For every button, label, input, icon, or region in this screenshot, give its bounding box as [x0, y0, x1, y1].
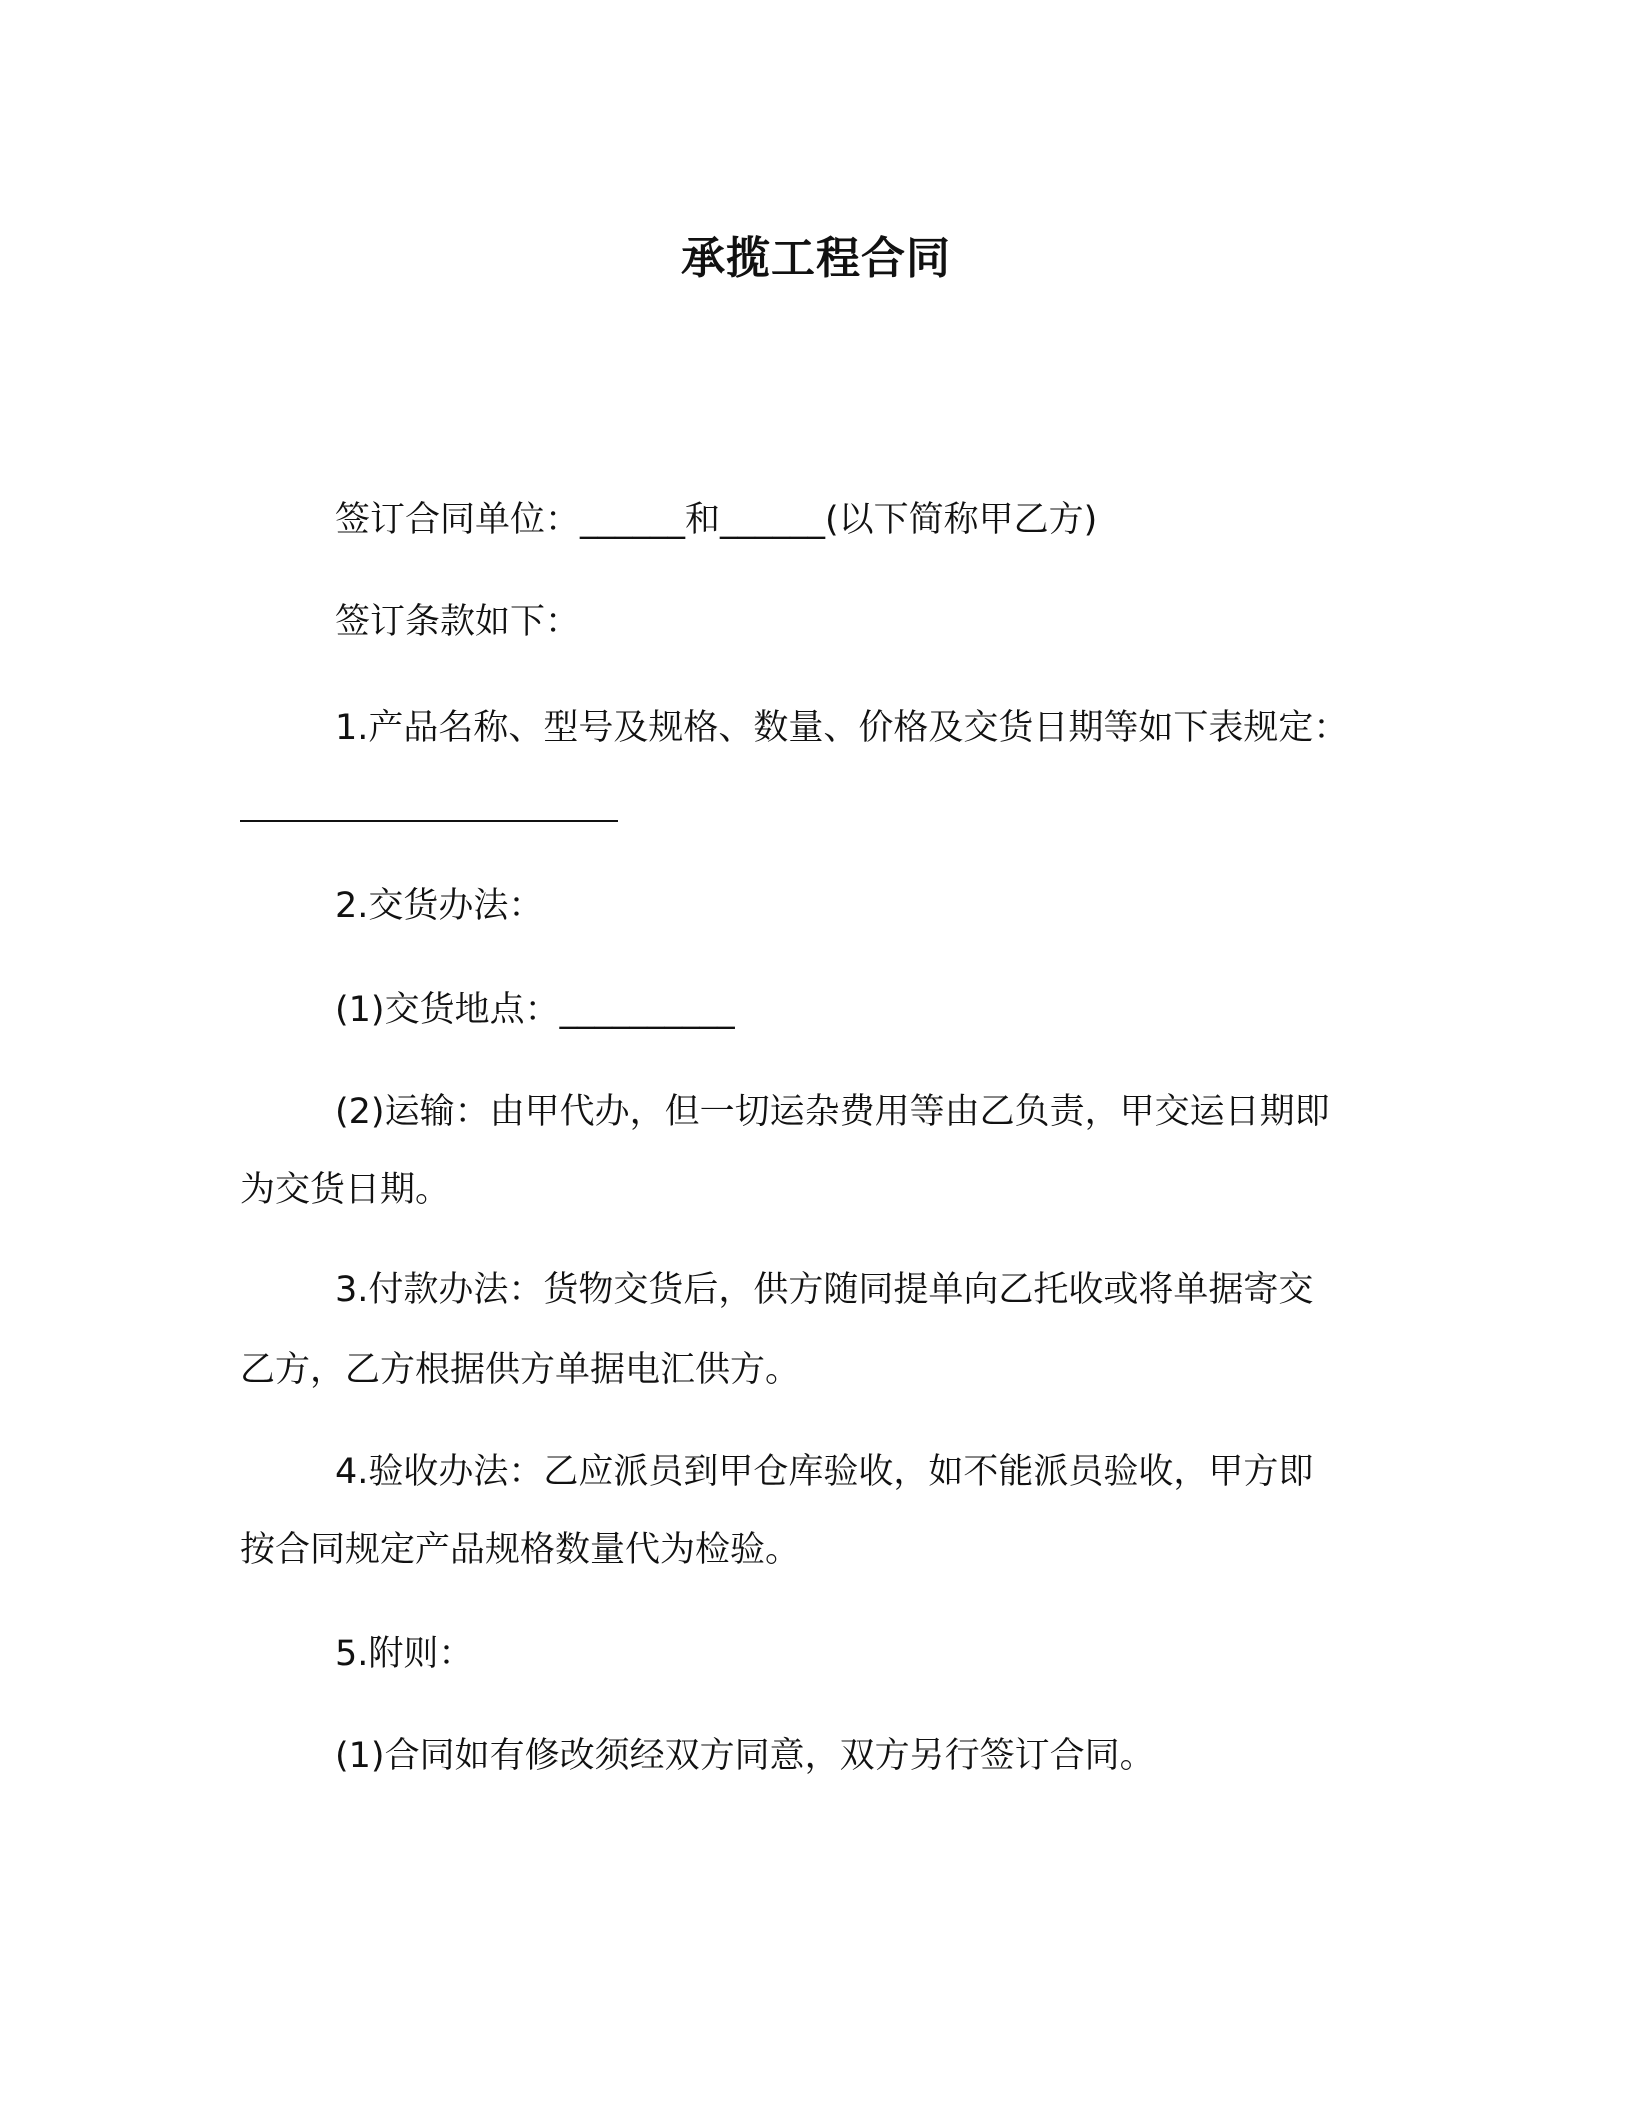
clause-3-line-2: 乙方，乙方根据供方单据电汇供方。	[240, 1350, 801, 1390]
clause-2-2-line-2: 为交货日期。	[240, 1170, 451, 1210]
clause-5-1-line: (1)合同如有修改须经双方同意，双方另行签订合同。	[335, 1736, 1155, 1776]
clause-4-line-2: 按合同规定产品规格数量代为检验。	[240, 1530, 801, 1570]
clause-2-2-line-1: (2)运输：由甲代办，但一切运杂费用等由乙负责，甲交运日期即	[335, 1092, 1330, 1132]
blank-table-line	[240, 820, 618, 822]
clause-1-line: 1.产品名称、型号及规格、数量、价格及交货日期等如下表规定：	[335, 708, 1349, 748]
clause-2-1-line: (1)交货地点：__________	[335, 990, 735, 1030]
clause-2-line: 2.交货办法：	[335, 886, 544, 926]
terms-intro-line: 签订条款如下：	[335, 602, 581, 642]
signing-units-line: 签订合同单位：______和______(以下简称甲乙方)	[335, 500, 1098, 540]
document-title: 承揽工程合同	[681, 233, 951, 284]
clause-4-line-1: 4.验收办法：乙应派员到甲仓库验收，如不能派员验收，甲方即	[335, 1452, 1314, 1492]
clause-5-line: 5.附则：	[335, 1634, 474, 1674]
clause-3-line-1: 3.付款办法：货物交货后，供方随同提单向乙托收或将单据寄交	[335, 1270, 1314, 1310]
